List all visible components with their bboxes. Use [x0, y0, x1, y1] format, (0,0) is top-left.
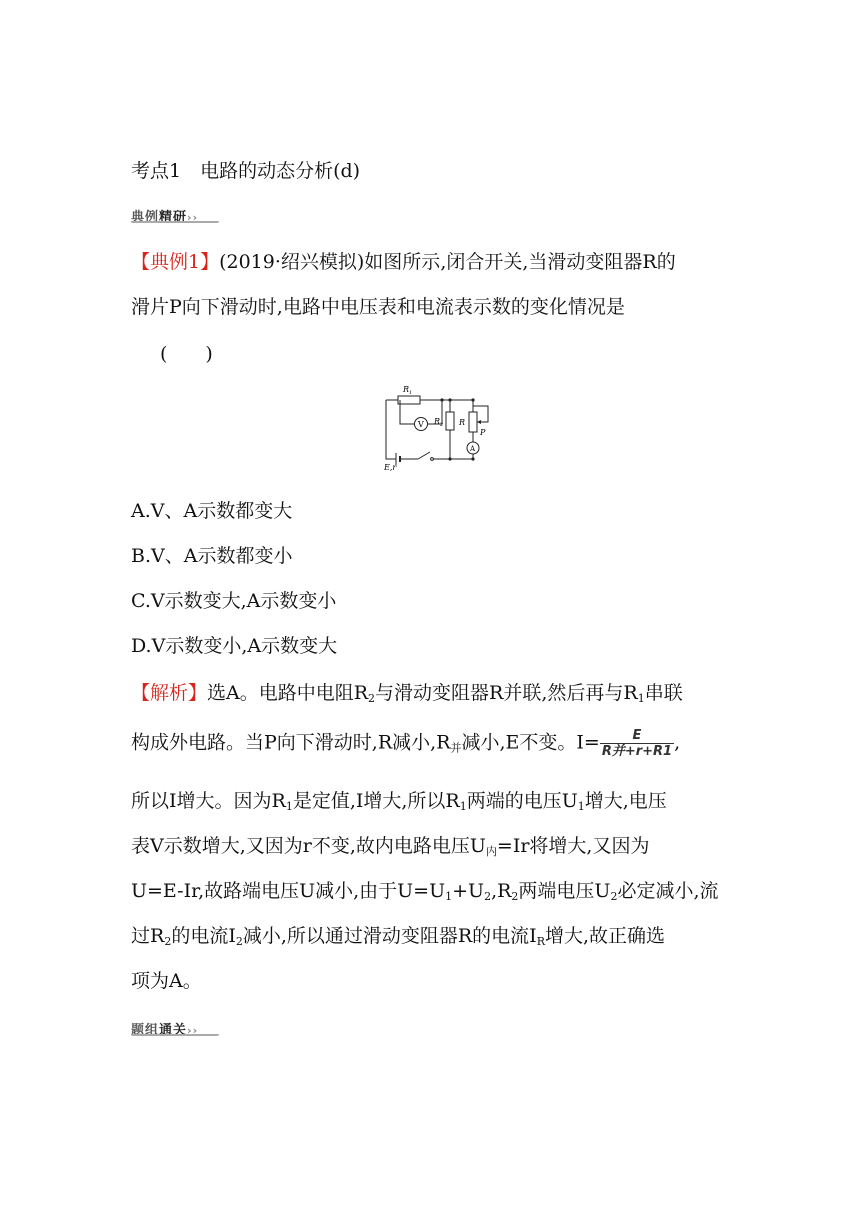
option-d: D.V示数变小,A示数变大	[131, 635, 338, 657]
formula-denominator: R并+r+R1	[601, 744, 673, 759]
analysis-text: 构成外电路。当P向下滑动时,R减小,R	[131, 731, 451, 754]
badge-word-1: 题组	[131, 1023, 160, 1038]
subscript: 2	[511, 890, 519, 903]
analysis-text: 所以I增大。因为R	[131, 790, 286, 812]
analysis-text: 过R	[131, 925, 165, 947]
badge-underline	[131, 1034, 219, 1036]
label-r1: $R_1$	[403, 385, 413, 396]
label-p: P	[480, 428, 486, 437]
analysis-tag: 【解析】	[131, 682, 208, 704]
subscript: 1	[577, 800, 585, 813]
analysis-text: 减小,所以通过滑动变阻器R的电流I	[242, 925, 537, 947]
badge-word-1: 典例	[131, 210, 160, 225]
analysis-text: 与滑动变阻器R并联,然后再与R	[375, 682, 638, 704]
analysis-text: 增大,故正确选	[544, 925, 666, 947]
label-source: E,r	[384, 463, 397, 472]
analysis-text: 表V示数增大,又因为r不变,故内电路电压U	[131, 835, 486, 857]
analysis-line-6	[131, 923, 665, 949]
analysis-text: 必定减小,流	[617, 880, 719, 902]
analysis-text: 两端电压U	[518, 880, 611, 902]
example-text-1: (2019·绍兴模拟)如图所示,闭合开关,当滑动变阻器R的	[219, 251, 676, 273]
analysis-line-7: 项为A。	[131, 970, 202, 992]
group-badge	[131, 1019, 198, 1038]
formula-numerator: E	[600, 728, 674, 744]
analysis-text: 两端的电压U	[466, 790, 578, 812]
analysis-line-2	[131, 728, 680, 759]
option-c: C.V示数变大,A示数变小	[131, 590, 337, 612]
analysis-line-3	[131, 788, 667, 814]
analysis-text: =Ir将增大,又因为	[496, 835, 650, 857]
analysis-text: ,	[674, 731, 681, 754]
section-title: 考点1 电路的动态分析(d)	[131, 160, 361, 182]
example-line-2: 滑片P向下滑动时,电路中电压表和电流表示数的变化情况是	[131, 296, 625, 318]
analysis-line-5	[131, 878, 718, 904]
subscript: 1	[445, 890, 453, 903]
label-r: R	[459, 418, 466, 427]
analysis-text: 串联	[644, 682, 683, 704]
analysis-text: 选A。电路中电阻R	[207, 682, 369, 704]
example-badge	[131, 206, 198, 225]
subscript: 2	[610, 890, 618, 903]
example-line-1	[131, 249, 676, 275]
answer-blank: ( )	[160, 343, 213, 365]
analysis-line-1	[131, 680, 683, 706]
label-r2: $R_2$	[434, 417, 444, 428]
analysis-text: ,R	[491, 880, 512, 902]
option-a: A.V、A示数都变大	[131, 500, 293, 522]
analysis-text: U=E-Ir,故路端电压U减小,由于U=U	[131, 880, 446, 902]
example-tag: 【典例1】	[131, 251, 220, 273]
analysis-text: 是定值,I增大,所以R	[292, 790, 460, 812]
subscript: 2	[484, 890, 492, 903]
option-b: B.V、A示数都变小	[131, 545, 293, 567]
subscript: 2	[368, 692, 376, 705]
subscript: 2	[164, 935, 172, 948]
voltmeter-label: V	[418, 420, 424, 429]
badge-underline	[131, 221, 219, 223]
subscript: 并	[450, 741, 462, 755]
badge-arrow-icon: ››	[187, 1024, 199, 1037]
subscript: 1	[459, 800, 467, 813]
circuit-diagram	[370, 380, 500, 472]
analysis-text: 的电流I	[171, 925, 236, 947]
subscript: 2	[235, 935, 243, 948]
analysis-text: 增大,电压	[584, 790, 667, 812]
badge-word-2: 通关	[159, 1023, 188, 1038]
badge-word-2: 精研	[159, 210, 188, 225]
subscript: 1	[285, 800, 293, 813]
formula-fraction	[600, 728, 674, 759]
subscript: 1	[637, 692, 645, 705]
analysis-text: 减小,E不变。I=	[461, 731, 600, 754]
analysis-line-4	[131, 833, 649, 859]
analysis-text: +U	[452, 880, 485, 902]
subscript: R	[536, 935, 545, 948]
subscript: 内	[485, 845, 497, 858]
ammeter-label: A	[470, 445, 476, 453]
badge-arrow-icon: ››	[187, 211, 199, 224]
